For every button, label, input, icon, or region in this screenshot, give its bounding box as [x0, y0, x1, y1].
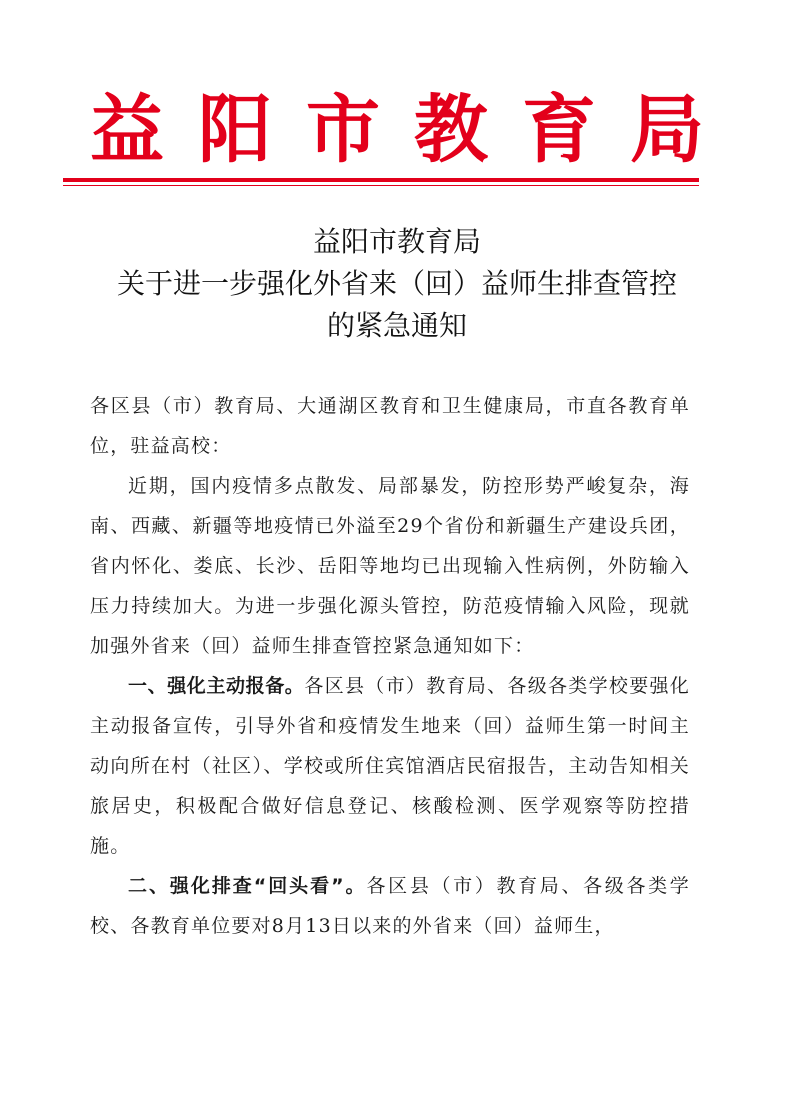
section-2-text: 各区县（市）教育局、各级各类学校、各教育单位要对8月13日以来的外省来（回）益师生， — [90, 875, 690, 937]
title-line-3: 的紧急通知 — [326, 309, 467, 342]
masthead-title: 益阳市教育局 — [90, 87, 738, 173]
title-line-2: 关于进一步强化外省来（回）益师生排查管控 — [116, 267, 677, 300]
section-2-heading: 二、强化排查“回头看”。 — [128, 875, 367, 897]
intro-paragraph: 近期，国内疫情多点散发、局部暴发，防控形势严峻复杂，海南、西藏、新疆等地疫情已外溢至29个省份和新疆生产建设兵团，省内怀化、娄底、长沙、岳阳等地均已出现输入性病例，外防输入压力持续加大。为进一步强化源头管控，防范疫情输入风险，现就加强外省来（回）益师生排查管控紧急通知如下： — [90, 475, 690, 657]
document-title — [40, 221, 754, 347]
header-red-rule-thick — [63, 178, 699, 182]
salutation: 各区县（市）教育局、大通湖区教育和卫生健康局，市直各教育单位，驻益高校： — [90, 395, 690, 457]
title-line-1: 益阳市教育局 — [312, 225, 481, 258]
section-1-heading: 一、强化主动报备。 — [128, 675, 305, 697]
document-body — [90, 386, 690, 946]
section-1-paragraph — [90, 666, 690, 866]
header-red-rule-thin — [63, 185, 699, 186]
section-1-text: 各区县（市）教育局、各级各类学校要强化主动报备宣传，引导外省和疫情发生地来（回）益师生第一时间主动向所在村（社区）、学校或所住宾馆酒店民宿报告，主动告知相关旅居史，积极配合做好信息登记、核酸检测、医学观察等防控措施。 — [90, 675, 690, 857]
section-2-paragraph — [90, 866, 690, 946]
